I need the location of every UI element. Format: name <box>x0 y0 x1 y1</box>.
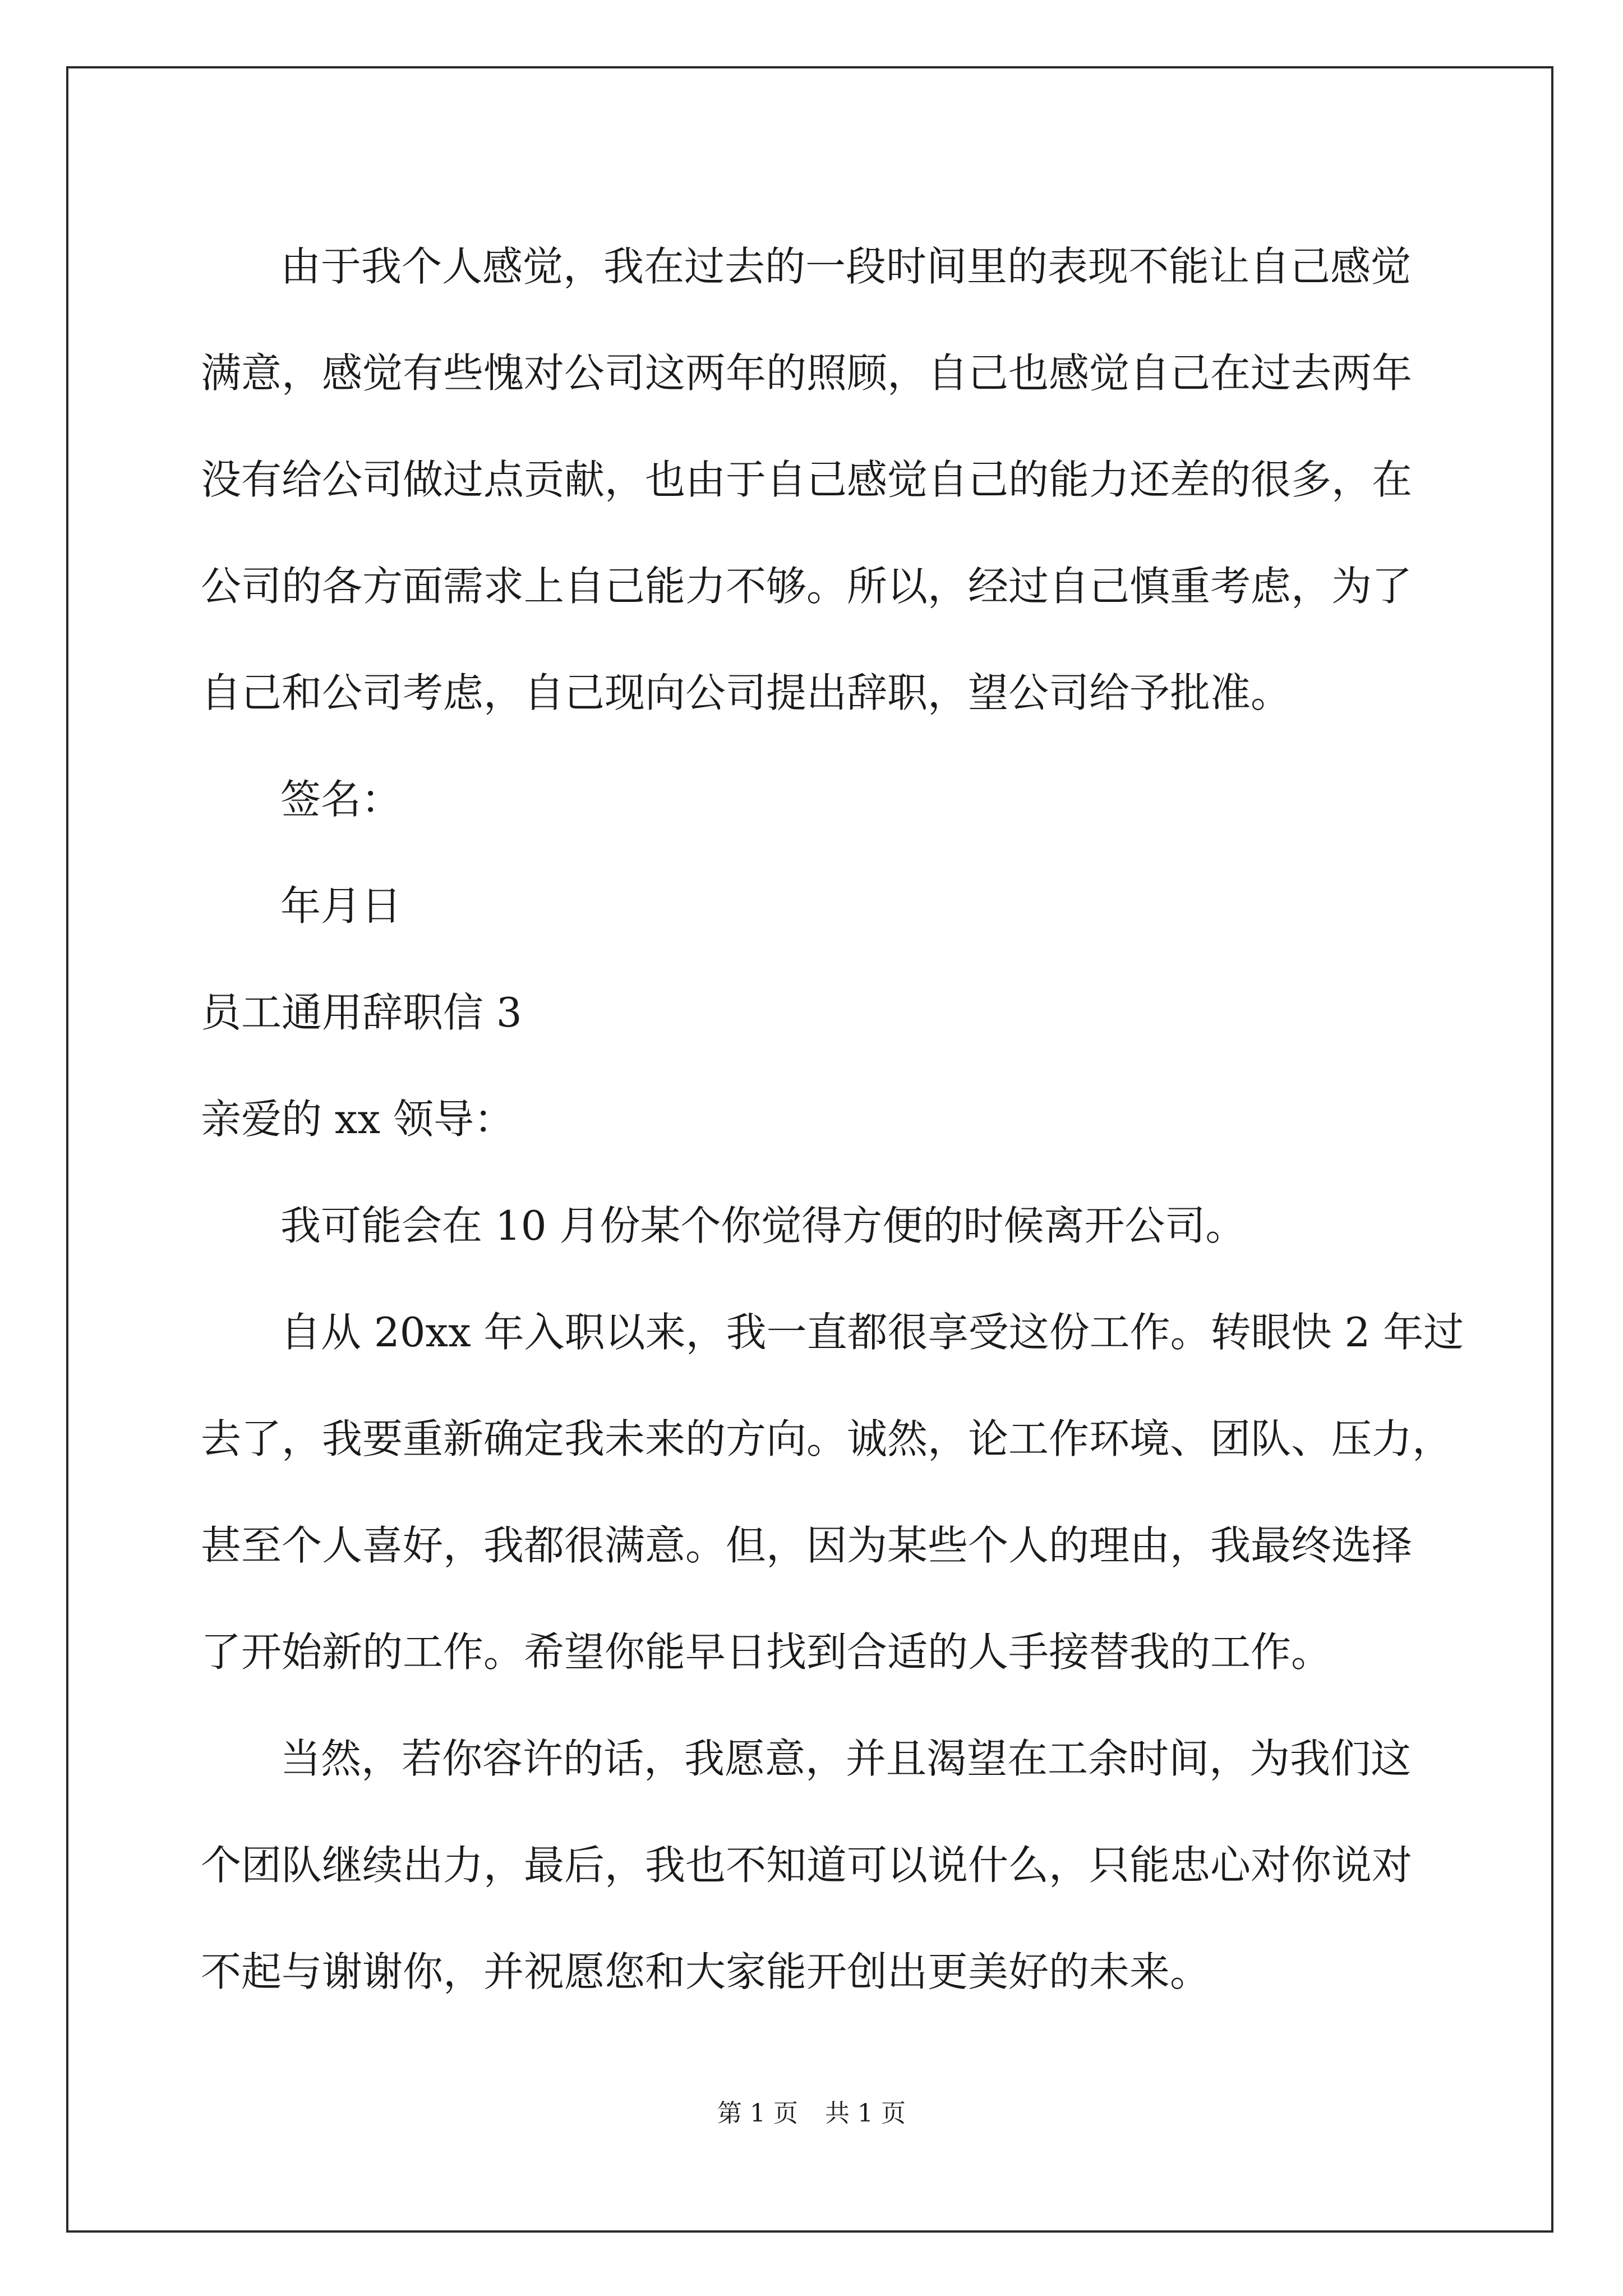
paragraph-1-line-1: 由于我个人感觉，我在过去的一段时间里的表现不能让自己感觉 <box>280 243 1412 290</box>
paragraph-4-line-1: 当然，若你容许的话，我愿意，并且渴望在工余时间，为我们这 <box>280 1735 1412 1782</box>
paragraph-1-line-2: 满意，感觉有些愧对公司这两年的照顾，自己也感觉自己在过去两年 <box>201 349 1413 397</box>
document-body <box>201 213 1464 2025</box>
salutation: 亲爱的 xx 领导： <box>201 1096 514 1143</box>
paragraph-4-line-2: 个团队继续出力，最后，我也不知道可以说什么，只能忠心对你说对 <box>201 1842 1413 1889</box>
paragraph-1-line-5: 自己和公司考虑，自己现向公司提出辞职，望公司给予批准。 <box>201 669 1292 716</box>
page-number-total: 共 1 页 <box>825 2099 906 2128</box>
paragraph-3-line-4: 了开始新的工作。希望你能早日找到合适的人手接替我的工作。 <box>201 1628 1332 1676</box>
section-title: 员工通用辞职信 3 <box>201 989 522 1036</box>
paragraph-3-line-1: 自从 20xx 年入职以来，我一直都很享受这份工作。转眼快 2 年过 <box>280 1309 1464 1356</box>
page-footer <box>0 2097 1623 2131</box>
paragraph-1-line-3: 没有给公司做过点贡献，也由于自己感觉自己的能力还差的很多，在 <box>201 456 1413 503</box>
page-number-current: 第 1 页 <box>717 2099 798 2128</box>
paragraph-1-line-4: 公司的各方面需求上自己能力不够。所以，经过自己慎重考虑，为了 <box>201 563 1413 610</box>
paragraph-3-line-2: 去了，我要重新确定我未来的方向。诚然，论工作环境、团队、压力， <box>201 1415 1453 1462</box>
paragraph-3-line-3: 甚至个人喜好，我都很满意。但，因为某些个人的理由，我最终选择 <box>201 1522 1413 1569</box>
paragraph-2-line-1: 我可能会在 10 月份某个你觉得方便的时候离开公司。 <box>280 1202 1246 1249</box>
signature-label: 签名： <box>280 776 402 823</box>
paragraph-4-line-3: 不起与谢谢你，并祝愿您和大家能开创出更美好的未来。 <box>201 1948 1211 1995</box>
date-label: 年月日 <box>280 882 402 930</box>
